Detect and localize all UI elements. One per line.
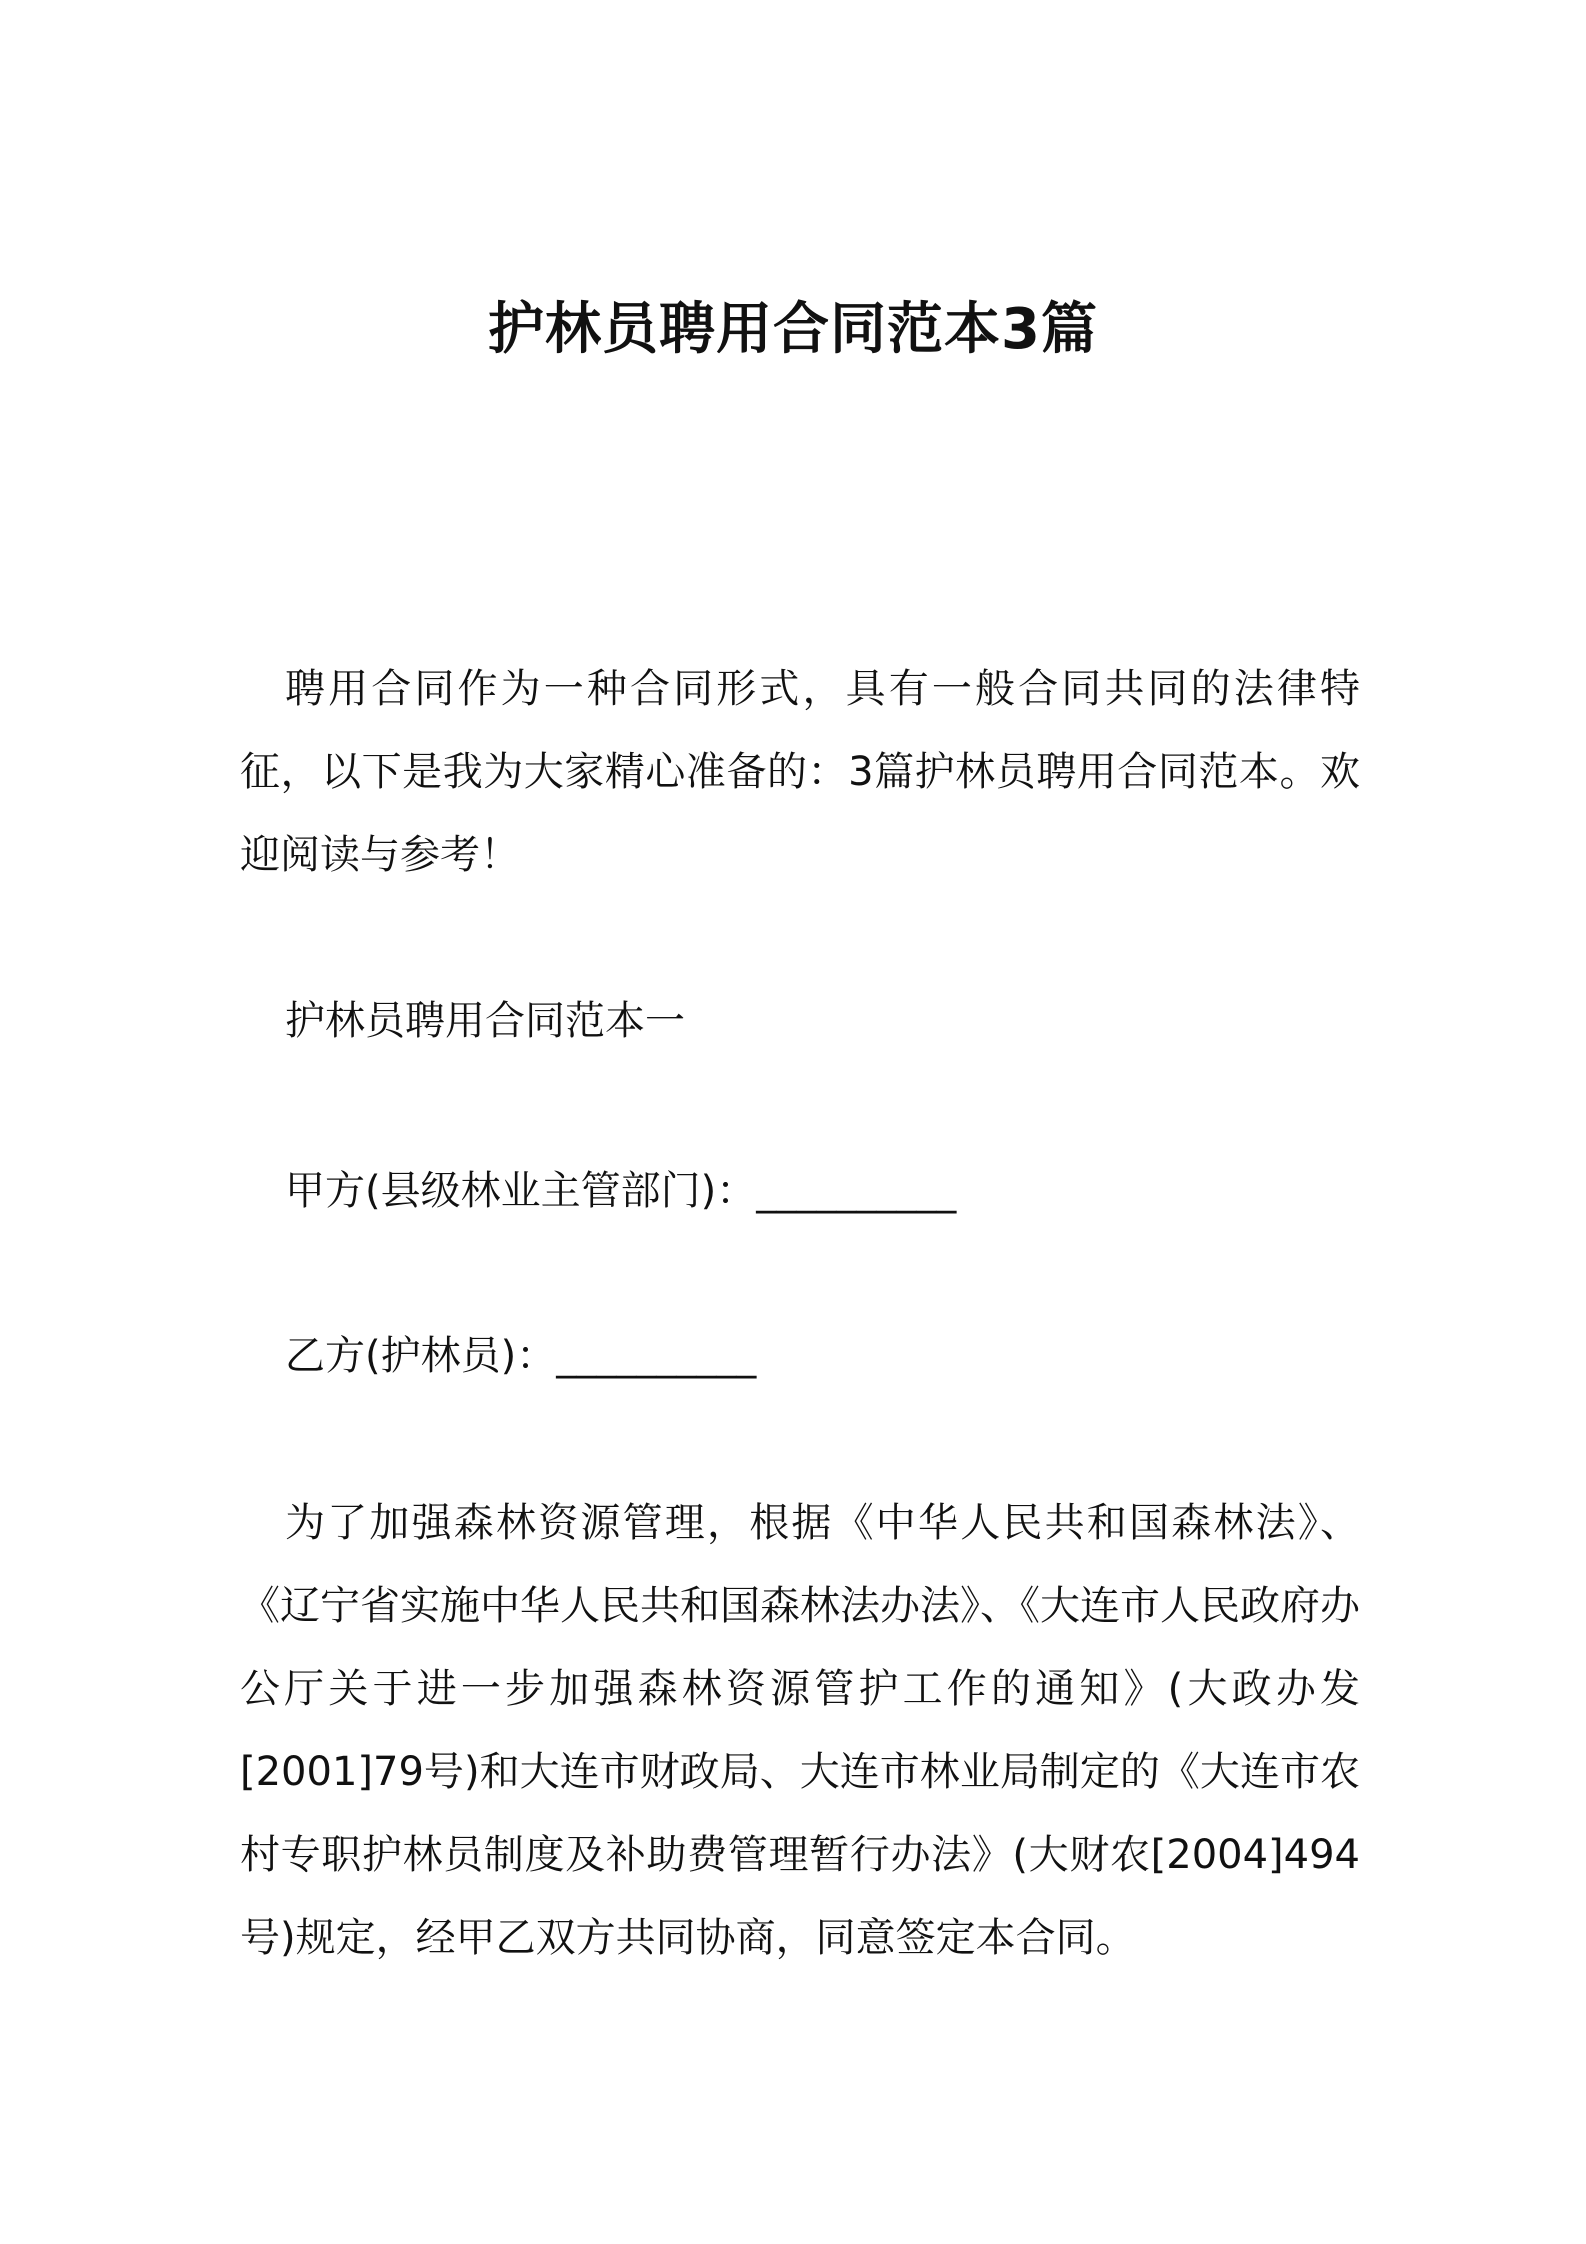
section-heading: 护林员聘用合同范本一	[285, 998, 685, 1044]
intro-paragraph: 聘用合同作为一种合同形式，具有一般合同共同的法律特征，以下是我为大家精心准备的：3篇护林员聘用合同范本。欢迎阅读与参考！	[240, 666, 1360, 878]
party-a-line: 甲方(县级林业主管部门)：__________	[285, 1168, 957, 1214]
document-title: 护林员聘用合同范本3篇	[488, 297, 1098, 362]
party-b-line: 乙方(护林员)：__________	[285, 1333, 757, 1379]
body-paragraph: 为了加强森林资源管理，根据《中华人民共和国森林法》、《辽宁省实施中华人民共和国森林法办法》、《大连市人民政府办公厅关于进一步加强森林资源管护工作的通知》(大政办发[2001]79号)和大连市财政局、大连市林业局制定的《大连市农村专职护林员制度及补助费管理暂行办法》(大财农[2004]494号)规定，经甲乙双方共同协商，同意签定本合同。	[240, 1500, 1360, 1961]
